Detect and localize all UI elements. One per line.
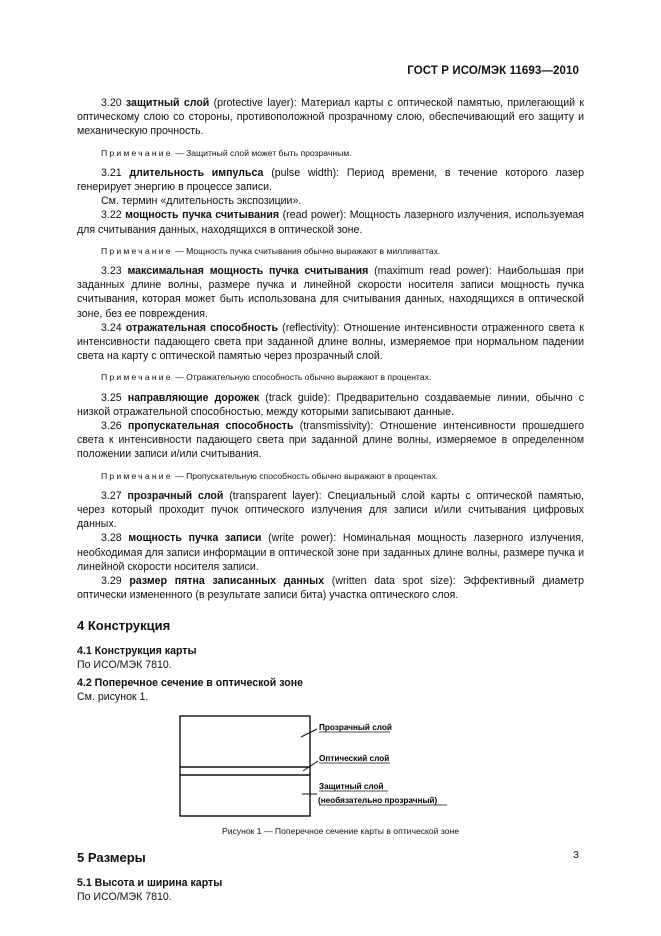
- term-title: мощность пучка считывания: [125, 209, 280, 222]
- subsection-5-1-heading: 5.1 Высота и ширина карты: [77, 876, 223, 889]
- cross-section-diagram: [77, 714, 584, 824]
- term-3-25: 3.25 направляющие дорожек (track guide): Предварительно создаваемые линии, обычно с низкой отражательной способностью, между которыми записывают данные.: [77, 391, 585, 418]
- label-transparent-layer: Прозрачный слой: [319, 722, 392, 732]
- term-3-23: 3.23 максимальная мощность пучка считывания (maximum read power): Наибольшая при заданных длине волны, размере пучка и линейной скорости носителя записи мощность пучка считывания, которая может быть использована для считывания данных, находящихся в оптической зоне, без ее повреждения.: [77, 265, 584, 320]
- section-4-heading: 4 Конструкция: [77, 617, 171, 633]
- note-3-26: Примечание — Пропускательную способность обычно выражают в процентах.: [101, 470, 439, 481]
- term-title: отражательная способность: [125, 321, 278, 334]
- subsection-4-2-text: См. рисунок 1.: [77, 691, 149, 704]
- term-3-27: 3.27 прозрачный слой (transparent layer): Специальный слой карты с оптической памятью, через который проходит пучок оптического излучения для записи и/или считывания цифровых данных.: [77, 489, 584, 531]
- section-5-heading: 5 Размеры: [77, 849, 146, 865]
- term-3-24: 3.24 отражательная способность (reflectivity): Отношение интенсивности отраженного света к интенсивности падающего света при заданной длине волны, измеряемое при нормальном падении света на карту с оптической памятью через прозрачный слой.: [77, 321, 584, 363]
- figure-1-caption: Рисунок 1 — Поперечное сечение карты в оптической зоне: [221, 825, 459, 836]
- term-title: направляющие дорожек: [127, 391, 260, 404]
- note-3-24: Примечание — Отражательную способность обычно выражают в процентах.: [101, 372, 432, 383]
- subsection-4-2-heading: 4.2 Поперечное сечение в оптической зоне: [77, 677, 303, 690]
- card-outline: [180, 716, 310, 816]
- term-title: размер пятна записанных данных: [129, 575, 325, 588]
- note-3-20: Примечание — Защитный слой может быть прозрачным.: [101, 147, 352, 158]
- subsection-4-1-text: По ИСО/МЭК 7810.: [77, 658, 172, 671]
- label-optical-layer: Оптический слой: [319, 753, 390, 763]
- subsection-5-1-text: По ИСО/МЭК 7810.: [77, 891, 172, 904]
- term-3-29: 3.29 размер пятна записанных данных (written data spot size): Эффективный диаметр оптически измененного (в результате записи бита) участка оптического слоя.: [77, 575, 584, 602]
- note-3-22: Примечание — Мощность пучка считывания обычно выражают в милливаттах.: [101, 245, 441, 256]
- document-body: [77, 96, 584, 904]
- label-protective-note: (необязательно прозрачный): [318, 795, 438, 805]
- document-header: ГОСТ Р ИСО/МЭК 11693—2010: [407, 65, 579, 77]
- term-title: максимальная мощность пучка считывания: [127, 265, 369, 278]
- term-3-22: 3.22 мощность пучка считывания (read power): Мощность лазерного излучения, используемая для считывания данных, находящихся в оптической зоне.: [77, 209, 584, 236]
- term-3-28: 3.28 мощность пучка записи (write power): Номинальная мощность лазерного излучения, необходимая для записи информации в оптической зоне при заданных длине волны, размере пучка и линейной скорости носителя записи.: [77, 532, 584, 573]
- page-number: 3: [573, 849, 579, 861]
- term-title: защитный слой: [125, 97, 210, 109]
- see-also-3-21: См. термин «длительность экспозиции».: [101, 195, 302, 208]
- figure-1: [77, 714, 584, 824]
- label-protective-layer: Защитный слой: [319, 781, 384, 791]
- term-title: прозрачный слой: [127, 489, 224, 502]
- term-3-20: 3.20 защитный слой (protective layer): Материал карты с оптической памятью, прилегающий к оптическому слою со стороны, противоположной прозрачному слою, обеспечивающий его защиту и механическую прочность.: [77, 97, 584, 138]
- term-title: пропускательная способность: [127, 420, 294, 433]
- term-title: мощность пучка записи: [128, 532, 262, 545]
- term-3-26: 3.26 пропускательная способность (transmissivity): Отношение интенсивности прошедшего света к интенсивности падающего света при заданной длине волны, измеряемое в определенном положении записи и/или считывания.: [77, 420, 584, 461]
- term-title: длительность импульса: [129, 166, 264, 179]
- leader-transparent: [301, 729, 317, 737]
- term-3-21: 3.21 длительность импульса (pulse width): Период времени, в течение которого лазер генерирует энергию в процессе записи.: [77, 166, 584, 194]
- subsection-4-1-heading: 4.1 Конструкция карты: [77, 644, 197, 657]
